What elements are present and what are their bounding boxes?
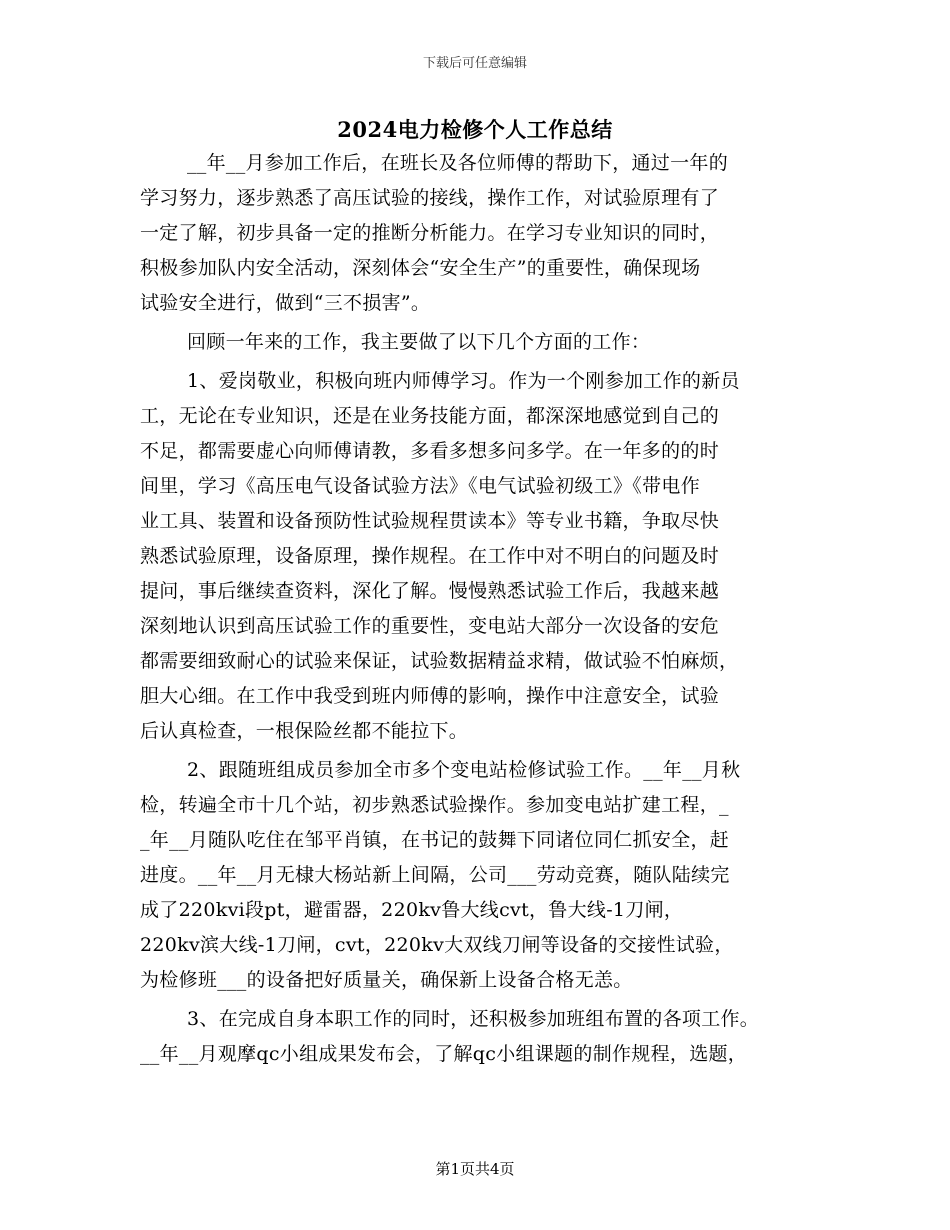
paragraph-line: 回顾一年来的工作，我主要做了以下几个方面的工作： [187, 331, 651, 353]
paragraph-line: 提问，事后继续查资料，深化了解。慢慢熟悉试验工作后，我越来越 [140, 580, 720, 602]
document-title: 2024电力检修个人工作总结 [337, 117, 613, 142]
document-body [140, 146, 826, 1072]
paragraph-line: 学习努力，逐步熟悉了高压试验的接线，操作工作，对试验原理有了 [140, 187, 720, 209]
paragraph-line: 胆大心细。在工作中我受到班内师傅的影响，操作中注意安全，试验 [140, 685, 720, 707]
paragraph-line: 后认真检查，一根保险丝都不能拉下。 [140, 720, 469, 742]
paragraph-line: 积极参加队内安全活动，深刻体会“安全生产”的重要性，确保现场 [140, 257, 701, 279]
paragraph-line: 一定了解，初步具备一定的推断分析能力。在学习专业知识的同时， [140, 222, 720, 244]
paragraph-line: 都需要细致耐心的试验来保证，试验数据精益求精，做试验不怕麻烦， [140, 650, 739, 672]
page-footer: 第1页共4页 [435, 1160, 515, 1178]
paragraph-line: __年__月观摩qc小组成果发布会，了解qc小组课题的制作规程，选题， [140, 1043, 748, 1065]
paragraph-line: 1、爱岗敬业，积极向班内师傅学习。作为一个刚参加工作的新员 [187, 370, 740, 392]
paragraph-line: 检，转遍全市十几个站，初步熟悉试验操作。参加变电站扩建工程，_ [140, 794, 729, 816]
paragraph-line: 试验安全进行，做到“三不损害”。 [140, 292, 431, 314]
paragraph-line: 进度。__年__月无棣大杨站新上间隔，公司___劳动竞赛，随队陆续完 [140, 864, 730, 886]
paragraph-line: _年__月随队吃住在邹平肖镇，在书记的鼓舞下同诸位同仁抓安全，赶 [140, 829, 730, 851]
paragraph-line: 不足，都需要虚心向师傅请教，多看多想多问多学。在一年多的的时 [140, 440, 720, 462]
paragraph-line: 为检修班___的设备把好质量关，确保新上设备合格无恙。 [140, 969, 633, 991]
paragraph-line: 工，无论在专业知识，还是在业务技能方面，都深深地感觉到自己的 [140, 405, 720, 427]
paragraph-line: 2、跟随班组成员参加全市多个变电站检修试验工作。__年__月秋 [187, 759, 741, 781]
paragraph-line: 成了220kvⅰ段pt，避雷器，220kv鲁大线cvt，鲁大线-1刀闸， [140, 899, 684, 921]
paragraph-line: 业工具、装置和设备预防性试验规程贯读本》等专业书籍，争取尽快 [140, 510, 720, 532]
paragraph-line: 间里，学习《高压电气设备试验方法》《电气试验初级工》《带电作 [140, 475, 701, 497]
paragraph-line: 3、在完成自身本职工作的同时，还积极参加班组布置的各项工作。 [187, 1008, 760, 1030]
paragraph-line: __年__月参加工作后，在班长及各位师傅的帮助下，通过一年的 [187, 152, 729, 174]
paragraph-line: 深刻地认识到高压试验工作的重要性，变电站大部分一次设备的安危 [140, 615, 720, 637]
paragraph-line: 熟悉试验原理，设备原理，操作规程。在工作中对不明白的问题及时 [140, 545, 720, 567]
paragraph-line: 220kv滨大线-1刀闸，cvt，220kv大双线刀闸等设备的交接性试验， [140, 934, 734, 956]
page-header: 下载后可任意编辑 [422, 56, 527, 71]
